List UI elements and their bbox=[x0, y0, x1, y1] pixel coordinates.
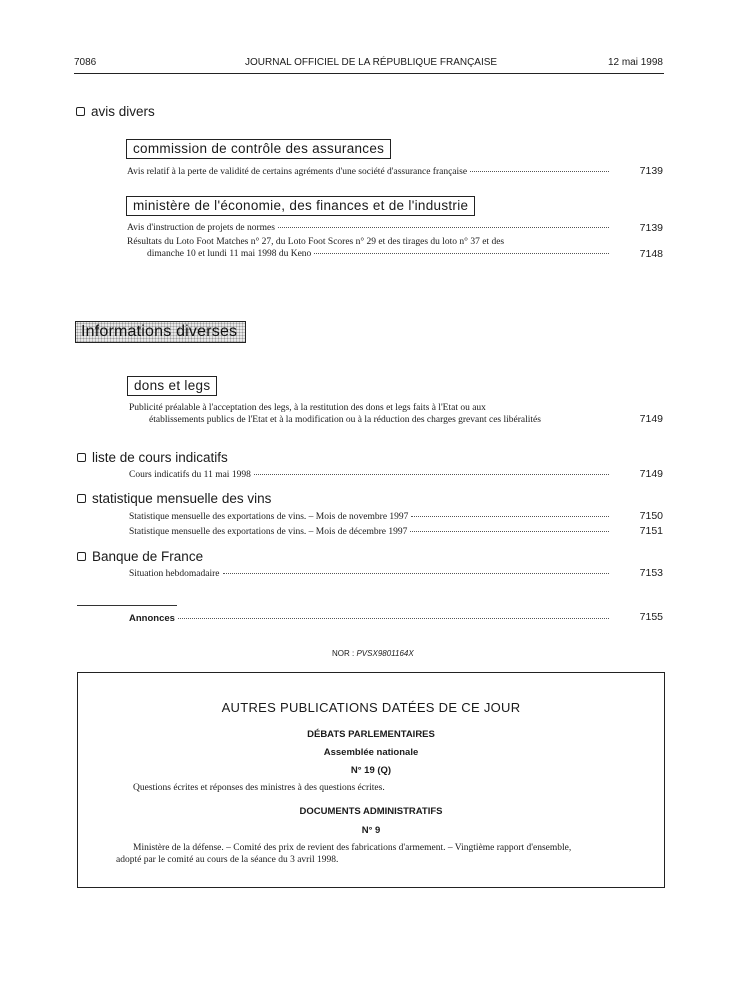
informations-diverses-banner: Informations diverses bbox=[75, 321, 246, 343]
toc-entry[interactable] bbox=[127, 167, 612, 177]
header-rule bbox=[74, 73, 664, 74]
entry-text: Cours indicatifs du 11 mai 1998 bbox=[129, 470, 251, 480]
leader-dots bbox=[278, 227, 609, 228]
entry-page: 7149 bbox=[639, 468, 663, 480]
section-heading: statistique mensuelle des vins bbox=[92, 491, 272, 506]
nor-code: PVSX9801164X bbox=[356, 649, 414, 658]
entry-page: 7151 bbox=[639, 525, 663, 537]
entry-page: 7139 bbox=[639, 165, 663, 177]
entry-page: 7139 bbox=[639, 222, 663, 234]
journal-title: JOURNAL OFFICIEL DE LA RÉPUBLIQUE FRANÇAISE bbox=[245, 57, 498, 68]
toc-entry[interactable] bbox=[147, 249, 612, 259]
section-statistique-vins bbox=[77, 491, 271, 506]
entry-text: Statistique mensuelle des exportations de vins. – Mois de novembre 1997 bbox=[129, 512, 409, 522]
annonces-rule bbox=[77, 605, 177, 606]
nor-reference bbox=[332, 649, 414, 658]
toc-entry[interactable] bbox=[127, 223, 612, 233]
toc-entry-annonces[interactable] bbox=[129, 613, 612, 624]
entry-page: 7155 bbox=[639, 611, 663, 623]
entry-text: Avis relatif à la perte de validité de certains agréments d'une société d'assurance française bbox=[127, 167, 468, 177]
checkbox-square-icon bbox=[77, 552, 86, 561]
leader-dots bbox=[178, 618, 609, 619]
checkbox-square-icon bbox=[77, 494, 86, 503]
documents-description-line1: Ministère de la défense. – Comité des prix de revient des fabrications d'armement. – Vingtième rapport d'ensemble, bbox=[133, 843, 572, 853]
entry-text: Annonces bbox=[129, 613, 175, 624]
page-number: 7086 bbox=[74, 57, 97, 68]
checkbox-square-icon bbox=[77, 453, 86, 462]
nor-label: NOR : bbox=[332, 649, 355, 658]
documents-description-line2: adopté par le comité au cours de la séance du 3 avril 1998. bbox=[116, 855, 339, 865]
debats-heading: DÉBATS PARLEMENTAIRES bbox=[307, 729, 435, 740]
documents-number: N° 9 bbox=[361, 825, 381, 836]
entry-text[interactable]: Publicité préalable à l'acceptation des legs, à la restitution des dons et legs faits à l'Etat ou aux bbox=[129, 403, 486, 413]
section-heading: Banque de France bbox=[92, 549, 204, 564]
entry-text: Avis d'instruction de projets de normes bbox=[127, 223, 275, 233]
entry-page: 7153 bbox=[639, 567, 663, 579]
chamber-name: Assemblée nationale bbox=[323, 747, 419, 758]
group-title-assurances: commission de contrôle des assurances bbox=[126, 139, 391, 159]
section-heading: avis divers bbox=[91, 104, 155, 119]
debats-description: Questions écrites et réponses des ministres à des questions écrites. bbox=[133, 783, 385, 793]
toc-entry[interactable] bbox=[129, 569, 612, 579]
group-title-economie: ministère de l'économie, des finances et de l'industrie bbox=[126, 196, 475, 216]
entry-text: Situation hebdomadaire bbox=[129, 569, 220, 579]
section-cours-indicatifs bbox=[77, 450, 228, 465]
debats-number: N° 19 (Q) bbox=[350, 765, 392, 776]
leader-dots bbox=[410, 531, 609, 532]
entry-page: 7150 bbox=[639, 510, 663, 522]
section-heading: liste de cours indicatifs bbox=[92, 450, 228, 465]
toc-entry[interactable] bbox=[129, 512, 612, 522]
leader-dots bbox=[314, 253, 609, 254]
documents-heading: DOCUMENTS ADMINISTRATIFS bbox=[299, 806, 443, 817]
autres-publications-title: AUTRES PUBLICATIONS DATÉES DE CE JOUR bbox=[221, 700, 521, 715]
checkbox-square-icon bbox=[76, 107, 85, 116]
leader-dots bbox=[470, 171, 609, 172]
leader-dots bbox=[254, 474, 609, 475]
entry-text: Statistique mensuelle des exportations de vins. – Mois de décembre 1997 bbox=[129, 527, 408, 537]
entry-text-continued: établissements publics de l'Etat et à la modification ou à la réduction des charges grevant ces libéralités bbox=[149, 415, 541, 425]
leader-dots bbox=[223, 573, 610, 574]
entry-text[interactable]: Résultats du Loto Foot Matches n° 27, du Loto Foot Scores n° 29 et des tirages du loto n° 37 et des bbox=[127, 237, 505, 247]
entry-text-continued: dimanche 10 et lundi 11 mai 1998 du Keno bbox=[147, 249, 312, 259]
toc-entry[interactable] bbox=[129, 470, 612, 480]
issue-date: 12 mai 1998 bbox=[607, 57, 663, 68]
group-title-dons-legs: dons et legs bbox=[127, 376, 217, 396]
leader-dots bbox=[411, 516, 609, 517]
toc-entry[interactable] bbox=[149, 415, 612, 425]
entry-page: 7148 bbox=[639, 248, 663, 260]
section-banque-de-france bbox=[77, 549, 203, 564]
toc-entry[interactable] bbox=[129, 527, 612, 537]
entry-page: 7149 bbox=[639, 413, 663, 425]
section-avis-divers bbox=[76, 104, 155, 119]
